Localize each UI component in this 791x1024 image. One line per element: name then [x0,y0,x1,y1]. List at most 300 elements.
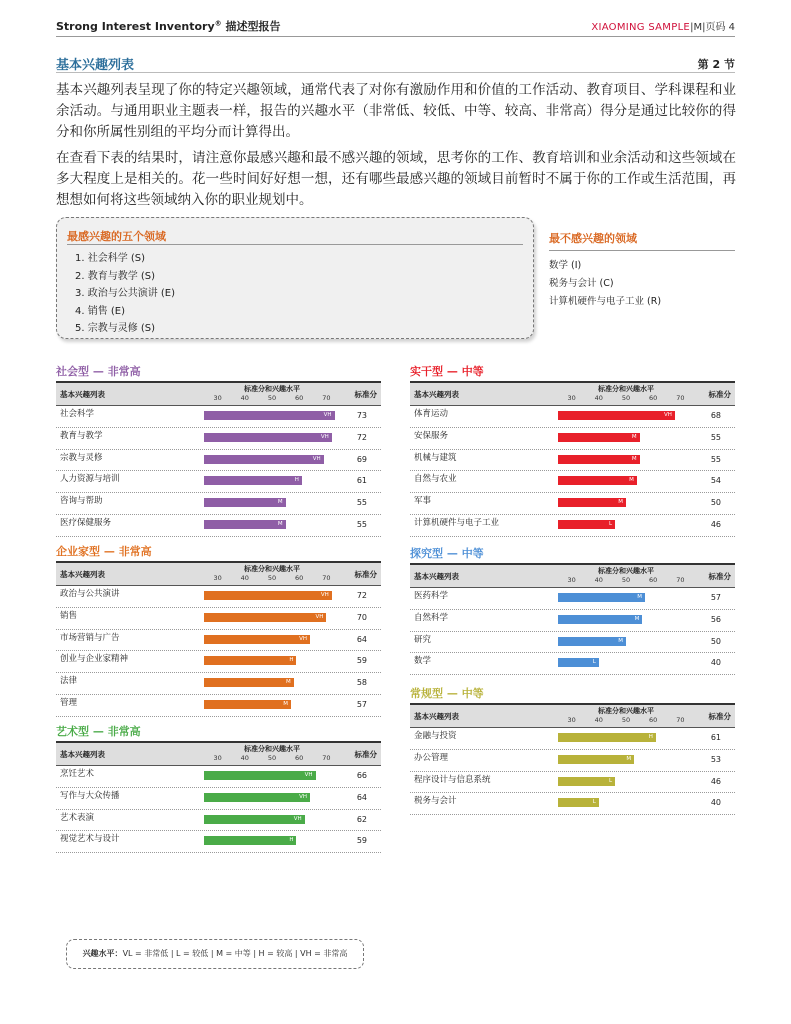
tick-label: 50 [621,576,631,584]
standard-score: 61 [710,733,721,742]
level-code: M [283,700,289,707]
tick-label: 40 [240,754,249,762]
standard-score: 72 [356,432,367,442]
theme-dash: — [446,687,458,700]
standard-score: 50 [710,636,721,646]
brand-name: Strong Interest Inventory [56,20,215,33]
score-bar [558,498,626,507]
score-track [204,433,340,443]
level-code: M [631,433,637,440]
standard-score: 70 [356,612,367,622]
table-row [56,810,381,832]
score-bar [558,433,640,442]
score-bar [558,637,626,646]
report-type: 描述型报告 [225,20,281,33]
tick-label: 70 [676,716,685,724]
table-row [56,695,381,717]
scale-ticks [558,394,694,404]
score-track [558,798,694,808]
interest-name: 机械与建筑 [414,452,457,463]
least-interest-list [549,251,735,311]
table-row [410,493,735,515]
table-row [56,788,381,810]
standard-score: 59 [356,836,367,846]
interest-name: 管理 [60,697,78,708]
standard-score: 58 [356,678,367,688]
tick-label: 60 [295,394,304,402]
level-code: M [631,455,637,462]
tick-label: 50 [267,574,277,582]
list-item: 4. 销售 (E) [75,305,126,317]
standard-score: 54 [710,476,721,486]
theme-name: 常规型 [410,687,443,700]
tick-label: 60 [649,394,658,402]
score-track [204,591,340,601]
tick-label: 70 [676,576,685,584]
level-code: L [609,777,613,784]
score-bar [558,476,637,485]
standard-score: 40 [710,658,721,668]
score-track [558,777,694,787]
level-code: VH [304,772,313,778]
score-bar [204,793,310,802]
theme-level: 非常高 [118,545,152,558]
score-bar [558,520,615,529]
score-bar [204,613,326,622]
theme-panel-conventional [410,686,735,815]
interest-name: 政治与公共演讲 [60,589,120,599]
level-code: H [289,837,294,844]
top-five-divider [67,244,523,245]
table-row [56,428,381,450]
registered-mark: ® [214,19,222,28]
table-row [410,588,735,610]
theme-panel-realistic [410,364,735,537]
score-track [204,520,340,530]
level-code: L [592,799,596,806]
table-row [410,515,735,537]
interest-name: 军事 [414,496,432,507]
client-name: XIAOMING SAMPLE [591,22,691,33]
least-interest-box [549,230,735,311]
theme-dash: — [446,365,458,378]
interest-name: 宗教与灵修 [60,452,103,463]
score-track [558,411,694,421]
table-row [410,471,735,493]
score-bar [558,615,642,624]
theme-dash: — [92,725,104,738]
theme-level: 中等 [461,687,484,700]
score-track [204,635,340,645]
interest-name: 销售 [60,610,78,621]
theme-level: 中等 [461,365,484,378]
theme-panel-enterprising [56,544,381,717]
theme-panel-social [56,364,381,537]
tick-label: 50 [267,394,277,402]
column-header-name: 基本兴趣列表 [414,572,459,581]
table-row [56,766,381,788]
standard-score: 73 [356,411,367,420]
table-row [56,493,381,515]
tick-label: 50 [621,716,631,724]
score-bar [204,836,296,845]
table-row [56,673,381,695]
list-item: 1. 社会科学 (S) [75,253,146,264]
score-bar [204,476,302,485]
score-bar [204,591,332,600]
level-code: VH [320,433,329,440]
standard-score: 64 [356,634,367,644]
tick-label: 70 [322,574,331,582]
tick-label: 60 [649,576,658,584]
score-track [558,520,694,530]
theme-title [56,364,381,381]
tick-label: 60 [649,716,658,724]
standard-score: 56 [710,614,721,624]
header-meta [591,18,735,33]
level-code: M [626,755,632,762]
gender-code: M [693,22,703,33]
level-code: VH [315,613,324,620]
theme-title [56,544,381,561]
tick-label: 30 [213,394,222,402]
table-row [410,450,735,472]
standard-score: 66 [356,771,367,780]
interest-name: 艺术表演 [60,812,95,823]
score-track [204,700,340,710]
table-row [410,653,735,675]
interest-name: 市场营销与广告 [60,632,120,643]
interest-name: 安保服务 [414,430,449,441]
section-divider [56,72,735,73]
theme-name: 社会型 [56,365,89,378]
level-code: L [592,659,596,666]
level-code: M [286,679,291,686]
standard-score: 46 [710,776,721,786]
top-five-title: 最感兴趣的五个领域 [67,230,166,243]
tick-label: 50 [621,394,631,402]
score-track [558,433,694,443]
standard-score: 68 [710,411,721,420]
column-header-scale: 标准分和兴趣水平 [244,565,300,573]
score-track [204,836,340,846]
standard-score: 57 [710,593,721,602]
list-item: 数学 (I) [549,260,582,271]
table-row [410,728,735,750]
top-five-box [56,217,534,339]
level-code: M [634,615,640,622]
level-code: VH [312,455,321,462]
tick-label: 40 [240,574,249,582]
table-header [410,703,735,728]
level-code: M [277,499,283,506]
table-header [56,381,381,406]
column-header-name: 基本兴趣列表 [414,712,459,721]
legend-label: 兴趣水平： [82,949,123,958]
tick-label: 70 [322,394,331,402]
standard-score: 69 [356,454,367,464]
table-header [410,563,735,588]
score-bar [204,455,324,464]
tick-label: 60 [295,574,304,582]
score-bar [204,411,335,420]
score-bar [204,433,332,442]
column-header-name: 基本兴趣列表 [60,750,105,759]
level-code: VH [293,815,302,822]
theme-name: 实干型 [410,365,443,378]
level-code: M [637,594,643,600]
scale-ticks [204,574,340,584]
interest-name: 写作与大众传播 [60,790,120,801]
interest-name: 自然与农业 [414,474,457,485]
theme-name: 企业家型 [56,545,100,558]
score-track [558,658,694,668]
score-track [204,498,340,508]
separator: | [690,22,694,33]
score-bar [558,733,656,742]
table-row [56,630,381,652]
column-header-scale: 标准分和兴趣水平 [598,567,654,575]
standard-score: 50 [710,498,721,508]
theme-dash: — [103,545,115,558]
list-item: 3. 政治与公共演讲 (E) [75,288,176,299]
level-code: VH [299,793,308,800]
tick-label: 60 [295,754,304,762]
interest-name: 体育运动 [414,409,449,419]
theme-dash: — [446,547,458,560]
table-row [56,586,381,608]
table-row [410,610,735,632]
separator: | [702,22,706,33]
standard-score: 55 [710,432,721,442]
table-row [410,428,735,450]
interest-name: 社会科学 [60,409,95,419]
interest-name: 医疗保健服务 [60,517,112,528]
score-track [204,476,340,486]
theme-level: 非常高 [107,725,141,738]
table-header [410,381,735,406]
column-header-score: 标准分 [354,390,377,399]
tick-label: 70 [676,394,685,402]
score-bar [558,658,599,667]
list-item: 税务与会计 (C) [549,278,614,289]
interest-name: 税务与会计 [414,796,457,807]
page-header [56,14,735,37]
score-bar [204,771,316,780]
interest-name: 法律 [60,676,78,687]
table-row [410,793,735,815]
table-row [56,831,381,853]
level-code: M [277,520,283,527]
least-interest-title: 最不感兴趣的领域 [549,230,735,251]
score-track [558,733,694,743]
scale-ticks [558,576,694,586]
level-code: M [629,477,634,484]
level-code: VH [320,592,329,598]
level-code: M [618,499,623,506]
interest-name: 自然科学 [414,612,449,623]
scale-ticks [558,716,694,726]
score-bar [558,593,645,602]
standard-score: 62 [356,814,367,824]
tick-label: 40 [594,576,603,584]
table-row [56,608,381,630]
page-number: 页码 4 [705,22,735,33]
score-track [204,815,340,825]
tick-label: 30 [213,574,222,582]
table-row [56,471,381,493]
tick-label: 50 [267,754,277,762]
score-bar [204,815,305,824]
interest-name: 视觉艺术与设计 [60,834,120,845]
score-track [204,678,340,688]
tick-label: 30 [567,576,576,584]
level-code: VH [664,412,672,418]
score-bar [558,411,675,420]
list-item: 2. 教育与教学 (S) [75,270,156,282]
score-track [558,498,694,508]
level-code: M [618,637,623,644]
table-row [56,515,381,537]
standard-score: 61 [356,476,367,486]
standard-score: 55 [356,498,367,508]
score-bar [204,700,291,709]
score-track [558,637,694,647]
column-header-name: 基本兴趣列表 [60,390,105,399]
score-track [558,476,694,486]
table-row [410,750,735,772]
tick-label: 40 [240,394,249,402]
column-header-score: 标准分 [708,390,731,399]
theme-name: 探究型 [410,547,443,560]
score-bar [558,777,615,786]
interest-name: 教育与教学 [60,430,103,441]
theme-name: 艺术型 [56,725,89,738]
standard-score: 57 [356,699,367,709]
score-track [204,771,340,781]
standard-score: 59 [356,656,367,666]
scale-ticks [204,394,340,404]
score-track [204,455,340,465]
tick-label: 40 [594,716,603,724]
scale-ticks [204,754,340,764]
standard-score: 64 [356,792,367,802]
list-item: 5. 宗教与灵修 (S) [75,323,156,334]
score-bar [204,678,294,687]
level-code: VH [323,412,332,418]
table-row [56,406,381,428]
theme-title [410,364,735,381]
interest-name: 办公管理 [414,752,449,763]
interest-name: 咨询与帮助 [60,496,103,507]
theme-panel-investigative [410,546,735,675]
score-track [558,615,694,625]
score-bar [204,635,310,644]
score-track [558,455,694,465]
standard-score: 72 [356,591,367,600]
column-header-score: 标准分 [354,570,377,579]
table-row [410,632,735,654]
column-header-score: 标准分 [708,572,731,581]
level-code: VH [299,635,308,642]
score-track [558,755,694,765]
interest-name: 烹饪艺术 [60,769,95,779]
table-header [56,741,381,766]
theme-level: 中等 [461,547,484,560]
tick-label: 40 [594,394,603,402]
section-number: 第 2 节 [697,58,735,71]
standard-score: 53 [710,754,721,764]
standard-score: 55 [356,519,367,529]
column-header-scale: 标准分和兴趣水平 [244,385,300,393]
intro-paragraph-1: 基本兴趣列表呈现了你的特定兴趣领域，通常代表了对你有激励作用和价值的工作活动、教育项目、学科课程和业余活动。与通用职业主题表一样，报告的兴趣水平（非常低、较低、中等、较高、非常高）得分是通过比较你的得分和你所属性别组的平均分而计算得出。 [56,82,736,140]
interest-name: 计算机硬件与电子工业 [414,517,500,528]
column-header-score: 标准分 [708,712,731,721]
list-item: 计算机硬件与电子工业 (R) [549,296,662,307]
standard-score: 46 [710,519,721,529]
interest-name: 数学 [414,656,432,667]
interest-name: 医药科学 [414,591,449,601]
score-track [204,793,340,803]
interest-name: 人力资源与培训 [60,474,120,485]
score-bar [558,455,640,464]
level-code: H [289,657,294,664]
column-header-scale: 标准分和兴趣水平 [244,745,300,753]
column-header-scale: 标准分和兴趣水平 [598,707,654,715]
standard-score: 40 [710,798,721,808]
tick-label: 30 [567,716,576,724]
legend-text: VL = 非常低 | L = 较低 | M = 中等 | H = 较高 | VH = 非常高 [122,949,348,958]
level-code: L [609,520,613,527]
theme-panel-artistic [56,724,381,853]
level-code: H [648,734,653,740]
level-legend [66,939,364,969]
score-track [204,411,340,421]
score-bar [558,798,599,807]
score-bar [558,755,634,764]
score-bar [204,656,296,665]
report-brand [56,18,281,34]
interest-name: 程序设计与信息系统 [414,774,491,785]
table-row [410,772,735,794]
interest-name: 金融与投资 [414,731,457,741]
section-title: 基本兴趣列表 [56,58,135,73]
tick-label: 70 [322,754,331,762]
score-bar [204,520,286,529]
theme-title [410,546,735,563]
tick-label: 30 [213,754,222,762]
table-header [56,561,381,586]
intro-paragraph-2: 在查看下表的结果时，请注意你最感兴趣和最不感兴趣的领域，思考你的工作、教育培训和业余活动和这些领域在多大程度上是相关的。花一些时间好好想一想，还有哪些最感兴趣的领域目前暂时不属于你的工作或生活范围，再想想如何将这些领域纳入你的职业规划中。 [56,150,736,208]
column-header-score: 标准分 [354,750,377,759]
top-five-list [75,250,175,338]
score-bar [204,498,286,507]
score-track [204,613,340,623]
column-header-scale: 标准分和兴趣水平 [598,385,654,393]
theme-dash: — [92,365,104,378]
theme-title [56,724,381,741]
interest-name: 研究 [414,634,432,645]
theme-level: 非常高 [107,365,141,378]
interest-name: 创业与企业家精神 [60,654,129,665]
column-header-name: 基本兴趣列表 [414,390,459,399]
score-track [558,593,694,603]
level-code: H [294,477,299,484]
table-row [56,651,381,673]
column-header-name: 基本兴趣列表 [60,570,105,579]
standard-score: 55 [710,454,721,464]
table-row [410,406,735,428]
